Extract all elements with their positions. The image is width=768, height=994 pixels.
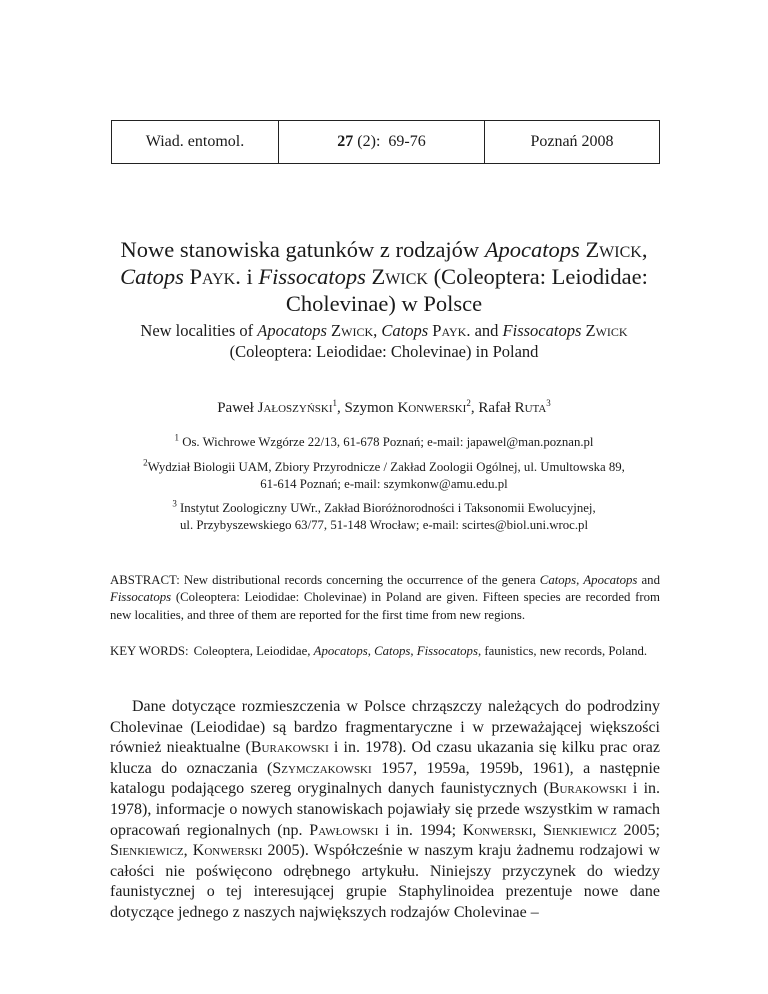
title-en-text: New localities of — [140, 321, 258, 340]
citation-author: Sienkiewicz — [543, 821, 617, 839]
keywords — [110, 643, 660, 660]
keywords-label: KEY WORDS: — [110, 644, 189, 658]
article-title-polish — [100, 236, 668, 317]
affiliation-marker: 3 — [546, 398, 551, 408]
affiliation-marker: 2 — [143, 457, 148, 468]
citation-author: Burakowski — [548, 780, 627, 798]
title-en-text: , — [373, 321, 382, 340]
title-pl-text: Cholevinae) w Polsce — [285, 291, 483, 316]
citation-author: Konwerski — [192, 842, 263, 860]
affiliation-text: ul. Przybyszewskiego 63/77, 51-148 Wrocław; e-mail: scirtes@biol.uni.wroc.pl — [179, 518, 588, 532]
affiliation-text: Os. Wichrowe Wzgórze 22/13, 61-678 Poznań; e-mail: japawel@man.poznan.pl — [179, 435, 594, 449]
body-text: i in. 1994; — [378, 821, 463, 839]
citation-author: Szymczakowski — [272, 759, 372, 777]
abstract — [110, 572, 664, 624]
citation-author: Konwerski — [462, 821, 533, 839]
affiliation-marker: 2 — [466, 398, 471, 408]
citation-author: Sienkiewicz — [110, 842, 184, 860]
title-pl-author-name: Payk. — [189, 264, 241, 289]
keywords-text: , — [367, 644, 375, 658]
body-text: 2005). Współcześnie w naszym kraju żadnemu rodzajowi w całości nie poświęcono odrębnego artykułu. Niniejszy przyczynek do wiedzy faunistycznej o tej interesującej grupie Staphylinoidea prezentuje nowe dane dotyczące jednego z naszych największych rodzajów Cholevinae – — [110, 842, 660, 921]
abstract-text: , — [576, 573, 584, 587]
title-pl-text: Nowe stanowiska gatunków z rodzajów — [120, 237, 485, 262]
author-last-name: Konwerski — [397, 400, 467, 416]
author-last-name: Ruta — [514, 400, 547, 416]
author-separator: , Szymon — [337, 400, 398, 416]
volume-number: 27 — [337, 133, 354, 150]
title-en-text: (Coleoptera: Leiodidae: Cholevinae) in Poland — [229, 342, 539, 361]
keywords-text: , faunistics, new records, Poland. — [477, 644, 648, 658]
author-first-name: Paweł — [217, 400, 258, 416]
title-en-genus: Fissocatops — [502, 321, 582, 340]
title-pl-author-name: Zwick — [371, 264, 428, 289]
keyword-genus: Apocatops — [313, 644, 368, 658]
affiliation-1 — [100, 434, 668, 451]
affiliation-marker: 1 — [332, 398, 338, 408]
title-pl-genus: Fissocatops — [258, 264, 366, 289]
abstract-text: (Coleoptera: Leiodidae: Cholevinae) in Poland are given. Fifteen species are recorded from new localities, and three of them are reported for the first time from new regions. — [110, 590, 660, 622]
title-pl-genus: Apocatops — [484, 237, 580, 262]
keywords-list — [194, 643, 648, 660]
body-text: , — [532, 821, 544, 839]
author-list — [100, 400, 668, 417]
abstract-genus: Apocatops — [583, 573, 638, 587]
introduction-paragraph — [110, 697, 660, 924]
place-year-cell — [485, 121, 659, 163]
body-text: 2005; — [616, 821, 660, 839]
journal-name-cell — [112, 121, 279, 163]
place-year: Poznań 2008 — [530, 133, 614, 150]
title-en-author-name: Payk. — [432, 321, 471, 340]
abstract-text: and — [637, 573, 664, 587]
citation-author: Burakowski — [250, 739, 329, 757]
body-text: Dane dotyczące rozmieszczenia w Polsce chrząszczy należących do podrodziny Cholevinae (Leiodidae) są bardzo fragmentaryczne i w przeważającej większości również nieaktualne ( — [110, 698, 660, 757]
title-pl-text: (Coleoptera: Leiodidae: — [427, 264, 648, 289]
author-last-name: Jałoszyński — [257, 400, 333, 416]
abstract-label: ABSTRACT: — [110, 573, 180, 587]
affiliation-marker: 3 — [172, 498, 177, 509]
title-en-genus: Apocatops — [257, 321, 327, 340]
affiliation-marker: 1 — [174, 432, 179, 443]
keyword-genus: Fissocatops — [416, 644, 478, 658]
keyword-genus: Catops — [374, 644, 411, 658]
title-en-author-name: Zwick — [585, 321, 628, 340]
body-text: i in. 1978), informacje o nowych stanowiskach pojawiały się przede wszystkim w ramach opracowań regionalnych (np. — [110, 780, 661, 839]
affiliation-3 — [100, 500, 668, 534]
title-en-genus: Catops — [381, 321, 429, 340]
title-pl-author-name: Zwick — [585, 237, 642, 262]
title-pl-text: , — [641, 237, 648, 262]
journal-header-table — [111, 120, 660, 164]
body-text: i in. 1978). Od czasu ukazania się kilku prac oraz klucza do oznaczania ( — [110, 739, 660, 777]
affiliation-text: 61-614 Poznań; e-mail: szymkonw@amu.edu.pl — [260, 477, 508, 491]
keywords-text: Coleoptera, Leiodidae, — [193, 644, 314, 658]
author-separator: , Rafał — [470, 400, 515, 416]
affiliation-text: Wydział Biologii UAM, Zbiory Przyrodnicze / Zakład Zoologii Ogólnej, ul. Umultowska 89, — [147, 460, 625, 474]
abstract-text: New distributional records concerning the occurrence of the genera — [179, 573, 540, 587]
issue-pages: (2): 69-76 — [353, 133, 426, 150]
volume-cell — [279, 121, 485, 163]
journal-name: Wiad. entomol. — [145, 133, 245, 150]
abstract-genus: Fissocatops — [110, 590, 172, 605]
title-pl-genus: Catops — [120, 264, 184, 289]
body-text: , — [183, 842, 193, 860]
citation-author: Pawłowski — [309, 821, 379, 839]
title-pl-text: i — [240, 264, 259, 289]
keywords-text: , — [410, 644, 417, 658]
title-en-text: and — [470, 321, 503, 340]
title-en-author-name: Zwick — [331, 321, 374, 340]
body-text: 1957, 1959a, 1959b, 1961), a następnie katalogu podającego szereg oryginalnych danych faunistycznych ( — [110, 759, 660, 798]
affiliation-text: Instytut Zoologiczny UWr., Zakład Bioróżnorodności i Taksonomii Ewolucyjnej, — [176, 501, 596, 515]
abstract-genus: Catops — [539, 573, 577, 587]
article-title-english — [100, 320, 668, 362]
affiliation-2 — [100, 459, 668, 493]
